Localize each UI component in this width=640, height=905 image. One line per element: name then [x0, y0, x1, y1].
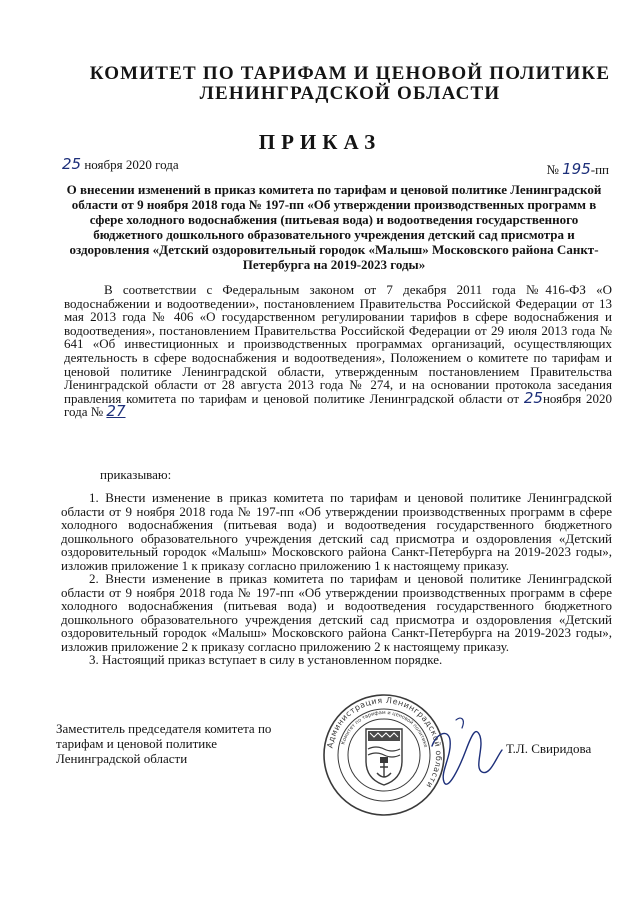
signer-name: Т.Л. Свиридова: [506, 741, 592, 756]
seal-outer-text: Администрация Ленинградской области: [325, 695, 444, 790]
order-date-day: 25: [62, 155, 82, 173]
order-number-prefix: №: [546, 162, 559, 177]
order-word: приказываю:: [100, 467, 172, 482]
order-date: [62, 155, 179, 173]
committee-name-line1: КОМИТЕТ ПО ТАРИФАМ И ЦЕНОВОЙ ПОЛИТИКЕ: [89, 63, 611, 84]
coat-of-arms-icon: [366, 729, 402, 785]
handwritten-signature: [426, 706, 508, 796]
seal-inner-text: Комитет по тарифам и ценовой политике: [340, 709, 429, 749]
order-date-rest: ноября 2020 года: [84, 157, 179, 172]
protocol-date-day: 25: [523, 388, 543, 407]
document-title: ПРИКАЗ: [258, 130, 382, 154]
preamble-paragraph: [64, 283, 612, 419]
order-number-value: 195: [562, 160, 591, 178]
order-number-suffix: -пп: [590, 162, 609, 177]
preamble-text: В соответствии с Федеральным законом от 7 декабря 2011 года №416-ФЗ «О водоснабжении и водоотведении», постановлением Правительства Российской Федерации от 13 мая 2013 года № 406 «О государственном регулировании тарифов в сфере водоснабжения и водоотведения», постановлением Правительства Российской Федерации от 29 июля 2013 года № 641 «Об инвестиционных и производственных программах организаций, осуществляющих деятельность в сфере водоснабжения и водоотведения», Положением о комитете по тарифам и ценовой политике Ленинградской области, утвержденным постановлением Правительства Ленинградской области от 28 августа 2013 года № 274, и на основании протокола заседания правления комитета по тарифам и ценовой политике Ленинградской области от: [64, 282, 612, 406]
committee-name-line2: ЛЕНИНГРАДСКОЙ ОБЛАСТИ: [199, 83, 501, 104]
order-item-1: 1. Внести изменение в приказ комитета по тарифам и ценовой политике Ленинградской области от 9 ноября 2018 года № 197-пп «Об утверждении производственных программ в сфере холодного водоснабжения (питьевая вода) и водоотведения государственного бюджетного дошкольного образовательного учреждения детский сад присмотра и оздоровления «Детский оздоровительный городок «Малыш» Московского района Санкт-Петербурга на 2019-2023 годы», изложив приложение 1 к приказу согласно приложению 1 к настоящему приказу.: [61, 490, 612, 573]
signer-position: Заместитель председателя комитета по тарифам и ценовой политике Ленинградской области: [56, 721, 272, 766]
protocol-number: 27: [106, 402, 126, 421]
order-item-3: 3. Настоящий приказ вступает в силу в установленном порядке.: [89, 652, 443, 667]
order-items: [61, 491, 612, 667]
order-subject: О внесении изменений в приказ комитета по тарифам и ценовой политике Ленинградской области от 9 ноября 2018 года № 197-пп «Об утверждении производственных программ в сфере холодного водоснабжения (питьевая вода) и водоотведения государственного бюджетного дошкольного образовательного учреждения детский сад присмотра и оздоровления «Детский оздоровительный городок «Малыш» Московского района Санкт-Петербурга на 2019-2023 годы»: [66, 182, 602, 272]
order-number: [546, 160, 609, 178]
order-item-2: 2. Внести изменение в приказ комитета по тарифам и ценовой политике Ленинградской области от 9 ноября 2018 года № 197-пп «Об утверждении производственных программ в сфере холодного водоснабжения (питьевая вода) и водоотведения государственного бюджетного дошкольного образовательного учреждения детский сад присмотра и оздоровления «Детский оздоровительный городок «Малыш» Московского района Санкт-Петербурга на 2019-2023 годы», изложив приложение 2 к приказу согласно приложению 2 к настоящему приказу.: [61, 571, 612, 654]
preamble-middle: ноября 2020 года №: [64, 390, 612, 420]
